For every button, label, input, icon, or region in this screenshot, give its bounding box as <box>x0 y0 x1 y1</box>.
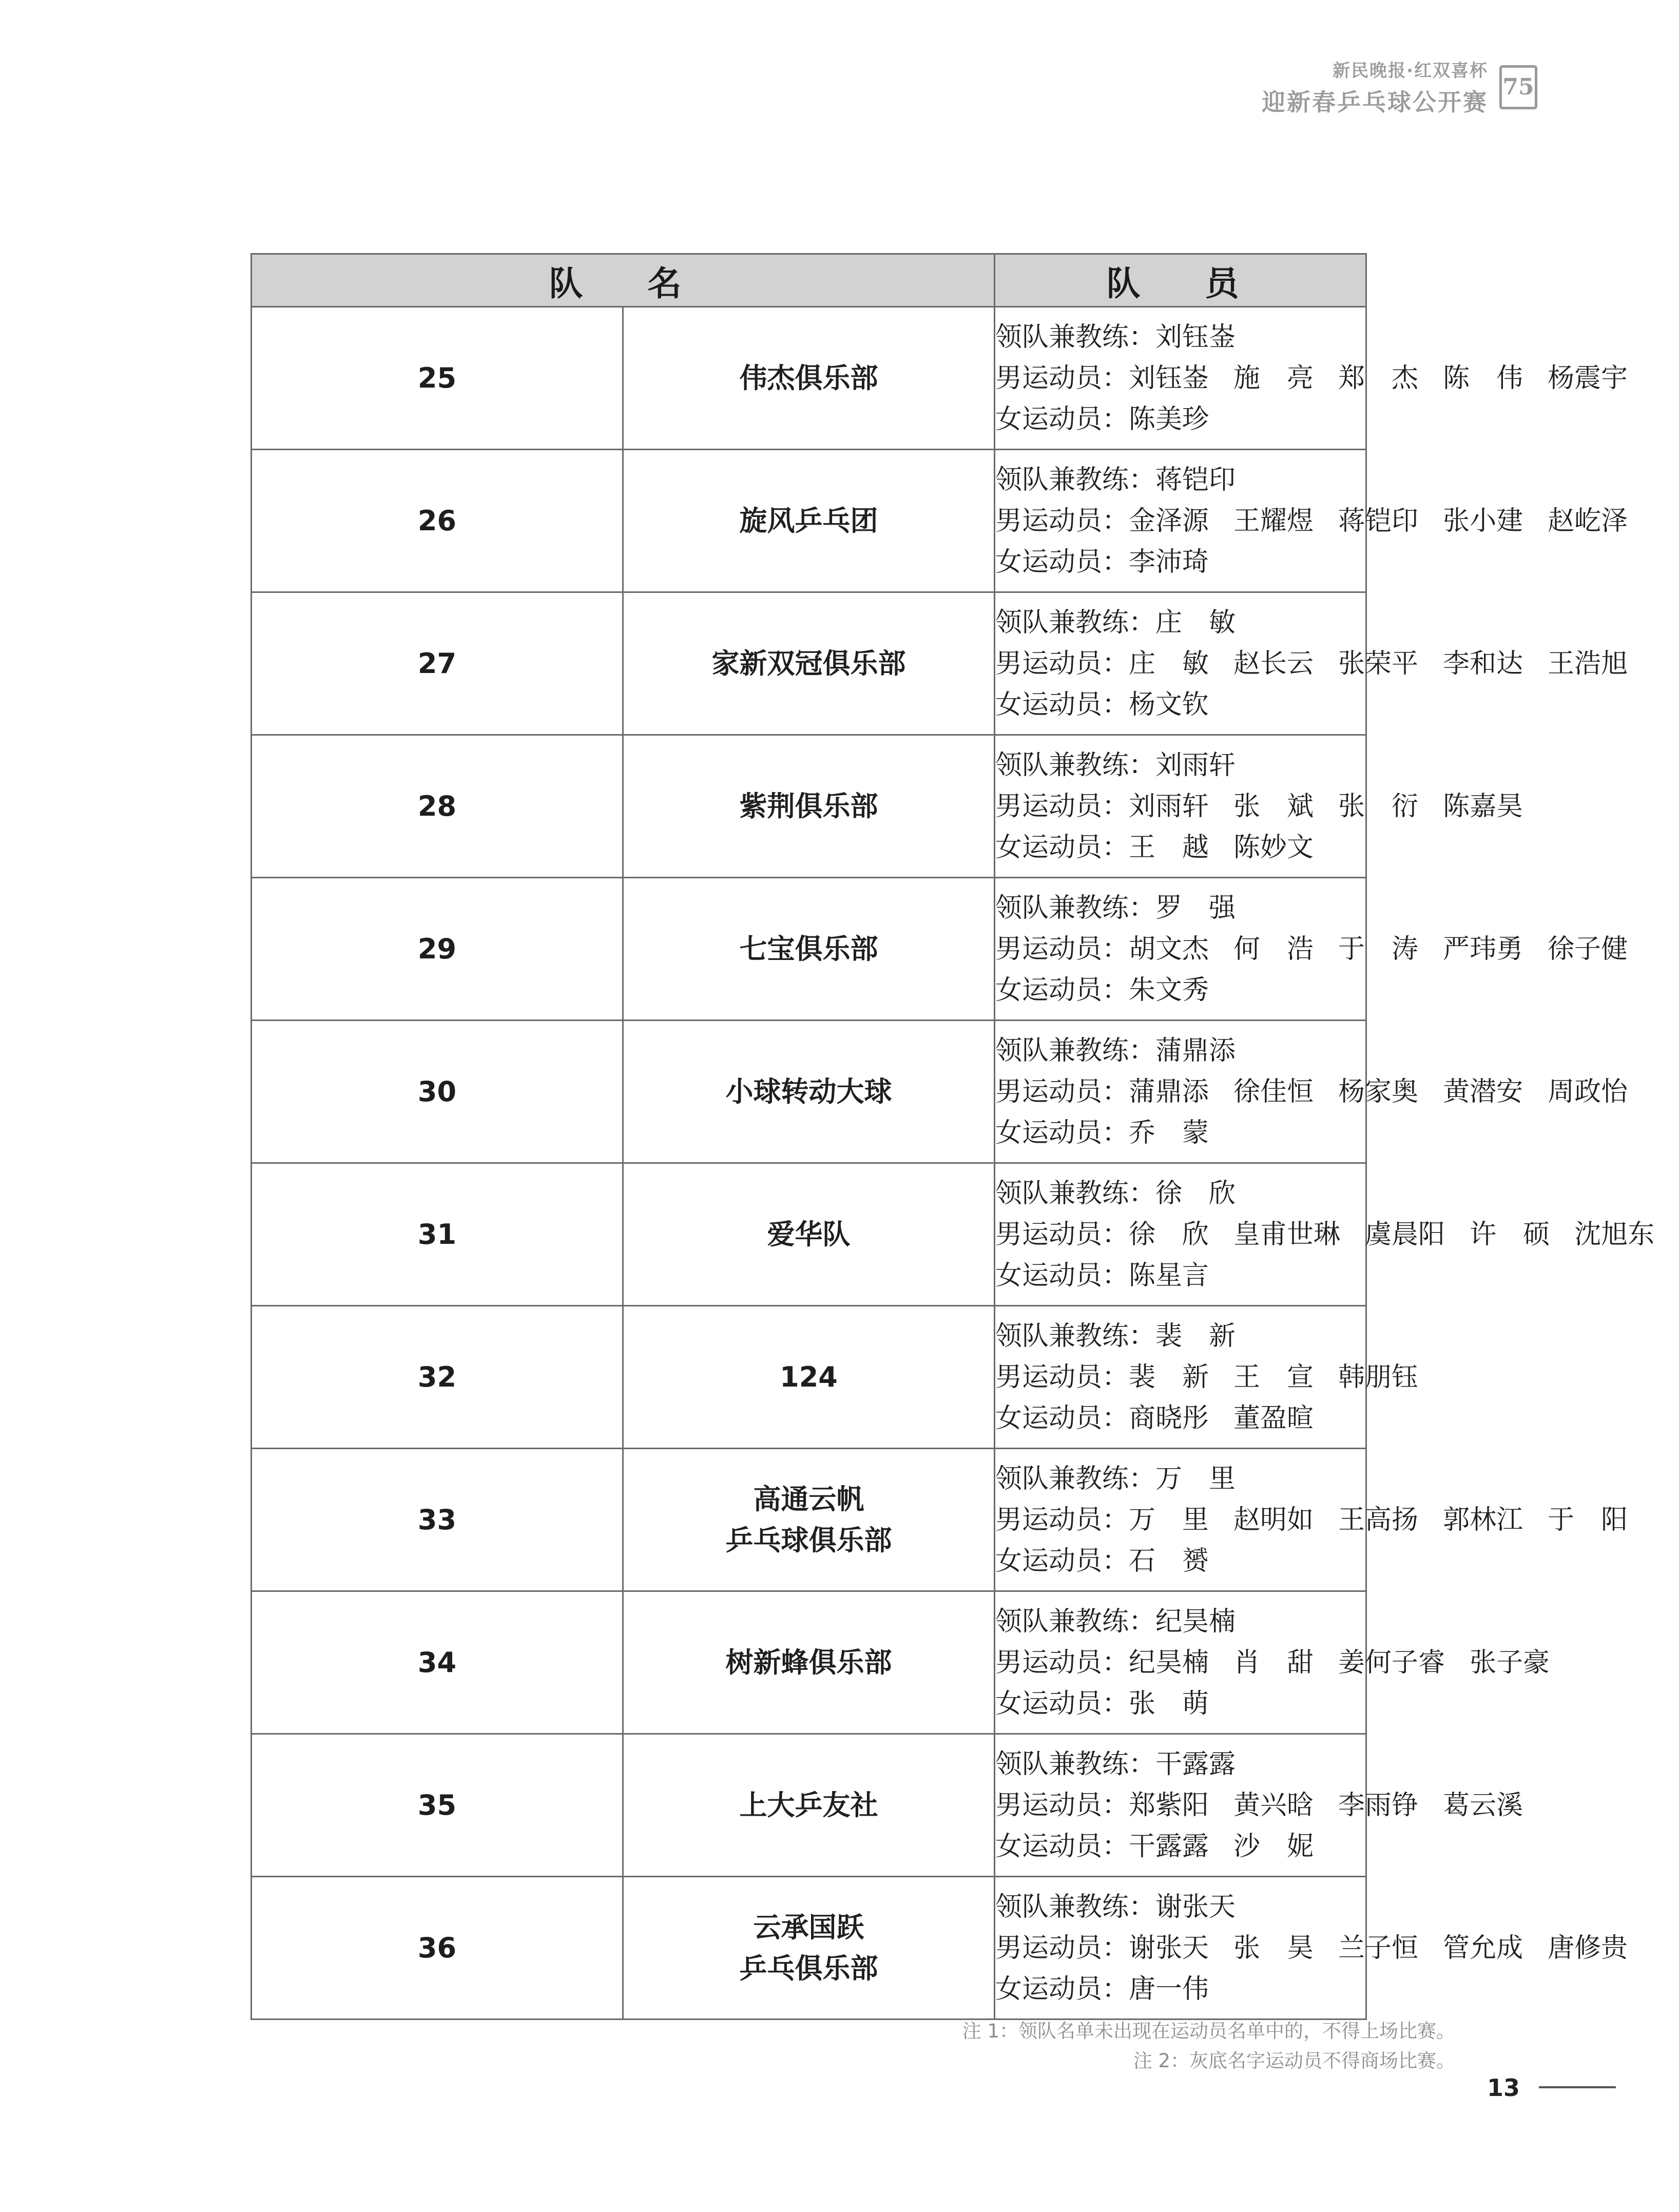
team-name: 高通云帆 乒乓球俱乐部 <box>623 1449 995 1591</box>
person-name: 黄潜安 <box>1443 1076 1523 1107</box>
person-name: 蒋铠印 <box>1338 505 1419 536</box>
coach-line <box>995 1030 1365 1071</box>
team-name: 124 <box>623 1306 995 1449</box>
person-name: 徐佳恒 <box>1233 1076 1314 1107</box>
person-name: 纪昊楠 <box>1155 1606 1236 1637</box>
female-players-line <box>995 1398 1365 1439</box>
team-name: 树新蜂俱乐部 <box>623 1591 995 1734</box>
page-number-rule <box>1539 2086 1616 2088</box>
roster-body <box>252 307 1655 2019</box>
event-logo: 75 <box>1499 65 1537 109</box>
female-players-line-label: 女运动员： <box>995 832 1129 863</box>
person-name: 石 赟 <box>1129 1545 1209 1576</box>
person-name: 刘钰崟 <box>1129 362 1209 394</box>
team-name: 七宝俱乐部 <box>623 878 995 1021</box>
male-players-line-label: 男运动员： <box>995 1361 1129 1393</box>
male-players-line-label: 男运动员： <box>995 1932 1129 1964</box>
team-name: 家新双冠俱乐部 <box>623 592 995 735</box>
person-name: 严玮勇 <box>1443 933 1523 965</box>
male-players-line-label: 男运动员： <box>995 1790 1129 1821</box>
person-name: 张 昊 <box>1233 1932 1314 1964</box>
female-players-line <box>995 1541 1365 1582</box>
team-roster-table <box>250 253 1655 2020</box>
person-name: 陈星言 <box>1129 1260 1209 1291</box>
male-players-line-label: 男运动员： <box>995 1076 1129 1107</box>
team-name: 紫荆俱乐部 <box>623 735 995 878</box>
team-number: 33 <box>252 1449 623 1591</box>
person-name: 姜何子睿 <box>1338 1647 1445 1678</box>
coach-line <box>995 1173 1365 1214</box>
female-players-line <box>995 1112 1365 1153</box>
male-players-line-label: 男运动员： <box>995 1647 1129 1678</box>
female-players-line <box>995 970 1365 1011</box>
team-number: 30 <box>252 1021 623 1163</box>
person-name: 王 宣 <box>1233 1361 1314 1393</box>
female-players-line-label: 女运动员： <box>995 1117 1129 1148</box>
person-name: 葛云溪 <box>1443 1790 1523 1821</box>
person-name: 刘钰崟 <box>1155 321 1236 353</box>
table-row <box>252 1591 1366 1734</box>
person-name: 黄兴晗 <box>1233 1790 1314 1821</box>
person-name: 施 亮 <box>1233 362 1314 394</box>
female-players-line-label: 女运动员： <box>995 546 1129 578</box>
coach-line-label: 领队兼教练： <box>995 1748 1156 1780</box>
person-name: 蒋铠印 <box>1155 464 1236 495</box>
person-name: 陈嘉昊 <box>1443 791 1523 822</box>
male-players-line-label: 男运动员： <box>995 1504 1129 1535</box>
coach-line-label: 领队兼教练： <box>995 464 1156 495</box>
table-row <box>252 1449 1366 1591</box>
team-members <box>995 735 1523 878</box>
table-row <box>252 1877 1366 2019</box>
person-name: 王耀煜 <box>1233 505 1314 536</box>
header-subtitle: 新民晚报·红双喜杯 <box>1333 61 1488 81</box>
person-name: 谢张天 <box>1129 1932 1209 1964</box>
person-name: 蒲鼎添 <box>1155 1035 1236 1066</box>
person-name: 李和达 <box>1443 648 1523 679</box>
person-name: 刘雨轩 <box>1129 791 1209 822</box>
team-members <box>995 307 1628 450</box>
person-name: 杨家奥 <box>1338 1076 1419 1107</box>
team-number: 26 <box>252 450 623 592</box>
male-players-line <box>995 786 1523 827</box>
team-members <box>995 1591 1550 1734</box>
female-players-line <box>995 399 1365 440</box>
coach-line-label: 领队兼教练： <box>995 1606 1156 1637</box>
person-name: 于 涛 <box>1338 933 1419 965</box>
male-players-line-label: 男运动员： <box>995 362 1129 394</box>
page-number: 13 <box>1487 2074 1520 2102</box>
person-name: 张 斌 <box>1233 791 1314 822</box>
female-players-line-label: 女运动员： <box>995 974 1129 1006</box>
team-members <box>995 592 1628 735</box>
person-name: 李沛琦 <box>1129 546 1209 578</box>
header-title: 迎新春乒乓球公开赛 <box>1262 88 1488 116</box>
person-name: 裴 新 <box>1155 1320 1236 1352</box>
female-players-line-label: 女运动员： <box>995 1688 1129 1719</box>
male-players-line <box>995 358 1628 399</box>
person-name: 徐 欣 <box>1129 1219 1209 1250</box>
male-players-line-label: 男运动员： <box>995 933 1129 965</box>
team-number: 34 <box>252 1591 623 1734</box>
coach-line-label: 领队兼教练： <box>995 1320 1156 1352</box>
person-name: 杨震宇 <box>1548 362 1628 394</box>
female-players-line <box>995 542 1365 583</box>
person-name: 干露露 <box>1155 1748 1236 1780</box>
person-name: 唐一伟 <box>1129 1973 1209 2005</box>
female-players-line <box>995 827 1365 868</box>
male-players-line <box>995 1928 1628 1969</box>
table-row <box>252 1734 1366 1877</box>
person-name: 陈妙文 <box>1233 832 1314 863</box>
table-row <box>252 592 1366 735</box>
person-name: 干露露 <box>1129 1831 1209 1862</box>
person-name: 庄 敏 <box>1155 607 1236 638</box>
coach-line-label: 领队兼教练： <box>995 1891 1156 1922</box>
coach-line-label: 领队兼教练： <box>995 749 1156 781</box>
female-players-line-label: 女运动员： <box>995 1831 1129 1862</box>
person-name: 虞晨阳 <box>1365 1219 1445 1250</box>
table-row <box>252 450 1366 592</box>
person-name: 朱文秀 <box>1129 974 1209 1006</box>
team-members <box>995 1449 1628 1591</box>
person-name: 张荣平 <box>1338 648 1419 679</box>
person-name: 刘雨轩 <box>1155 749 1236 781</box>
team-name: 旋风乒乓团 <box>623 450 995 592</box>
person-name: 皇甫世琳 <box>1233 1219 1341 1250</box>
footnotes <box>962 2016 1455 2076</box>
female-players-line-label: 女运动员： <box>995 403 1129 435</box>
male-players-line <box>995 1214 1655 1255</box>
team-members <box>995 1163 1655 1306</box>
table-row <box>252 1163 1366 1306</box>
team-number: 31 <box>252 1163 623 1306</box>
male-players-line <box>995 1785 1523 1826</box>
page-header <box>1262 56 1537 118</box>
table-header-row <box>252 254 1366 307</box>
coach-line <box>995 888 1365 929</box>
team-number: 36 <box>252 1877 623 2019</box>
male-players-line <box>995 1642 1550 1683</box>
coach-line <box>995 745 1365 786</box>
person-name: 赵明如 <box>1233 1504 1314 1535</box>
female-players-line-label: 女运动员： <box>995 1545 1129 1576</box>
person-name: 王 越 <box>1129 832 1209 863</box>
person-name: 王高扬 <box>1338 1504 1419 1535</box>
person-name: 谢张天 <box>1155 1891 1236 1922</box>
person-name: 赵屹泽 <box>1548 505 1628 536</box>
male-players-line <box>995 1499 1628 1541</box>
coach-line-label: 领队兼教练： <box>995 892 1156 924</box>
footnote-1: 注 1：领队名单未出现在运动员名单中的，不得上场比赛。 <box>962 2020 1455 2042</box>
female-players-line <box>995 684 1365 725</box>
team-number: 29 <box>252 878 623 1021</box>
male-players-line <box>995 1357 1419 1398</box>
person-name: 张小建 <box>1443 505 1523 536</box>
coach-line-label: 领队兼教练： <box>995 1463 1156 1494</box>
team-column-header: 队 名 <box>252 254 995 307</box>
person-name: 李雨铮 <box>1338 1790 1419 1821</box>
coach-line <box>995 459 1365 501</box>
table-row <box>252 878 1366 1021</box>
person-name: 于 阳 <box>1548 1504 1628 1535</box>
female-players-line-label: 女运动员： <box>995 689 1129 720</box>
team-name: 小球转动大球 <box>623 1021 995 1163</box>
male-players-line-label: 男运动员： <box>995 791 1129 822</box>
team-members <box>995 1877 1628 2019</box>
team-members <box>995 1021 1628 1163</box>
person-name: 沈旭东 <box>1574 1219 1655 1250</box>
person-name: 董盈暄 <box>1233 1402 1314 1434</box>
male-players-line-label: 男运动员： <box>995 1219 1129 1250</box>
person-name: 唐修贵 <box>1548 1932 1628 1964</box>
team-number: 25 <box>252 307 623 450</box>
team-members <box>995 1734 1523 1877</box>
female-players-line <box>995 1826 1365 1867</box>
person-name: 郑紫阳 <box>1129 1790 1209 1821</box>
team-number: 28 <box>252 735 623 878</box>
person-name: 陈美珍 <box>1129 403 1209 435</box>
team-members <box>995 1306 1419 1449</box>
team-members <box>995 450 1628 592</box>
person-name: 管允成 <box>1443 1932 1523 1964</box>
coach-line-label: 领队兼教练： <box>995 1035 1156 1066</box>
male-players-line-label: 男运动员： <box>995 648 1129 679</box>
coach-line <box>995 1887 1365 1928</box>
person-name: 张 萌 <box>1129 1688 1209 1719</box>
male-players-line <box>995 501 1628 542</box>
female-players-line <box>995 1683 1365 1724</box>
person-name: 郑 杰 <box>1338 362 1419 394</box>
person-name: 蒲鼎添 <box>1129 1076 1209 1107</box>
person-name: 商晓彤 <box>1129 1402 1209 1434</box>
person-name: 韩朋钰 <box>1338 1361 1419 1393</box>
person-name: 兰子恒 <box>1338 1932 1419 1964</box>
person-name: 许 硕 <box>1470 1219 1550 1250</box>
person-name: 纪昊楠 <box>1129 1647 1209 1678</box>
coach-line <box>995 1316 1365 1357</box>
female-players-line-label: 女运动员： <box>995 1402 1129 1434</box>
female-players-line-label: 女运动员： <box>995 1260 1129 1291</box>
female-players-line <box>995 1255 1365 1296</box>
table-row <box>252 307 1366 450</box>
team-name: 伟杰俱乐部 <box>623 307 995 450</box>
person-name: 罗 强 <box>1155 892 1236 924</box>
person-name: 张子豪 <box>1470 1647 1550 1678</box>
person-name: 万 里 <box>1129 1504 1209 1535</box>
female-players-line <box>995 1969 1365 2010</box>
team-number: 35 <box>252 1734 623 1877</box>
team-name: 上大乒友社 <box>623 1734 995 1877</box>
coach-line <box>995 317 1365 358</box>
table-row <box>252 1021 1366 1163</box>
header-text <box>1262 56 1488 118</box>
person-name: 肖 甜 <box>1233 1647 1314 1678</box>
team-number: 32 <box>252 1306 623 1449</box>
male-players-line <box>995 929 1628 970</box>
person-name: 乔 蒙 <box>1129 1117 1209 1148</box>
male-players-line <box>995 643 1628 684</box>
male-players-line <box>995 1071 1628 1112</box>
person-name: 杨文钦 <box>1129 689 1209 720</box>
person-name: 沙 妮 <box>1233 1831 1314 1862</box>
person-name: 庄 敏 <box>1129 648 1209 679</box>
table-row <box>252 735 1366 878</box>
person-name: 周政怡 <box>1548 1076 1628 1107</box>
coach-line-label: 领队兼教练： <box>995 321 1156 353</box>
table-row <box>252 1306 1366 1449</box>
coach-line-label: 领队兼教练： <box>995 607 1156 638</box>
team-members <box>995 878 1628 1021</box>
coach-line <box>995 1458 1365 1499</box>
male-players-line-label: 男运动员： <box>995 505 1129 536</box>
team-name: 云承国跃 乒乓俱乐部 <box>623 1877 995 2019</box>
female-players-line-label: 女运动员： <box>995 1973 1129 2005</box>
person-name: 赵长云 <box>1233 648 1314 679</box>
person-name: 张 衍 <box>1338 791 1419 822</box>
person-name: 万 里 <box>1155 1463 1236 1494</box>
person-name: 陈 伟 <box>1443 362 1523 394</box>
members-column-header: 队 员 <box>995 254 1366 307</box>
team-name: 爱华队 <box>623 1163 995 1306</box>
footnote-2: 注 2：灰底名字运动员不得商场比赛。 <box>1133 2050 1455 2072</box>
person-name: 王浩旭 <box>1548 648 1628 679</box>
coach-line-label: 领队兼教练： <box>995 1178 1156 1209</box>
coach-line <box>995 1601 1365 1642</box>
person-name: 徐 欣 <box>1155 1178 1236 1209</box>
team-number: 27 <box>252 592 623 735</box>
person-name: 裴 新 <box>1129 1361 1209 1393</box>
person-name: 胡文杰 <box>1129 933 1209 965</box>
person-name: 金泽源 <box>1129 505 1209 536</box>
coach-line <box>995 1744 1365 1785</box>
person-name: 郭林江 <box>1443 1504 1523 1535</box>
person-name: 何 浩 <box>1233 933 1314 965</box>
coach-line <box>995 602 1365 643</box>
person-name: 徐子健 <box>1548 933 1628 965</box>
